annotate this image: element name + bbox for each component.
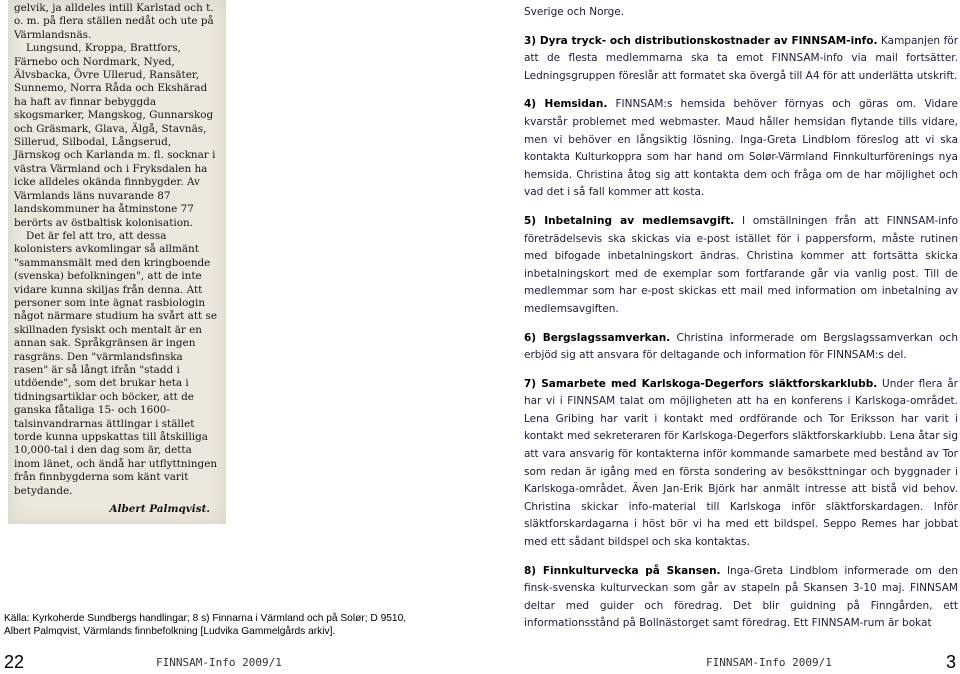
- section-3-text: Kampanjen för att de flesta medlemmarna ska ta emot FINNSAM-info via mail fortsätter. Ledningsgruppen föreslår att formatet ska övergå till A4 för att underlätta utskrift.: [524, 34, 959, 82]
- section-5-title: 5) Inbetalning av medlemsavgift.: [524, 214, 735, 227]
- clipping-paragraph-3: Det är fel att tro, att dessa kolonisters avkomlingar så allmänt "sammansmält med den kringboende (svenska) befolkningen", att de inte vidare kunna skiljas från denna. Att personer som inte ägnat rasbiologin något närmare studium ha svårt att se skillnaden fysiskt och mentalt är en annan sak. Språkgränsen är ingen rasgräns. Den "värmlandsfinska rasen" är så långt ifrån "stadd i utdöende", som det brukar heta i tidningsartiklar och böcker, att de ganska fåtaliga 15- och 1600-talsinvandrarnas ättlingar i stället torde kunna uppskattas till åtskilliga 10,000-tal i den dag som är, detta inom länet, och ändå har utflyttningen från finnbygderna som känt varit betydande.: [14, 229, 218, 497]
- section-8-text: Inga-Greta Lindblom informerade om den finsk-svenska kulturveckan som går av stapeln på Skansen 3-10 maj. FINNSAM deltar med guider och föredrag. Det blir guidning på Finngården, ett informationsstånd på Bollnästorget samt föredrag. Ett FINNSAM-rum är bokat: [524, 564, 958, 630]
- clipping-signature: Albert Palmqvist.: [109, 503, 210, 516]
- section-8-title: 8) Finnkulturvecka på Skansen.: [524, 564, 721, 577]
- section-7: [524, 376, 958, 552]
- section-7-text: Under flera år har vi i FINNSAM talat om möjligheten att ha en konferens i Karlskoga-området. Lena Gribing har varit i kontakt med ordförande och Tor Eriksson har varit i kontakt med sekreteraren för Karlskoga-Degerfors släktforskarklubb. Lena åtar sig att vara ansvarig för kontakterna inför kommande samarbete med bestånd av Tor som redan är igång med en första sondering av besöksttningar och byggnader i Karlskoga-området. Även Jan-Erik Björk har anmält intresse att bistå vid behov. Christina skickar info-material till Karlskoga inför släktforskardagen. Inför släktforskardagarna i höst bör vi ha med ett bildspel. Seppo Remes har jobbat med ett sådant bildspel och ska kontaktas.: [524, 377, 958, 549]
- footer-left: FINNSAM-Info 2009/1: [156, 656, 282, 669]
- section-5: [524, 213, 958, 319]
- right-page-text: [524, 4, 958, 644]
- footer-right: FINNSAM-Info 2009/1: [706, 656, 832, 669]
- section-4-text: FINNSAM:s hemsida behöver förnyas och göras om. Vidare kvarstår problemet med webmaster. Maud håller hemsidan flytande tills vidare, men vi behöver en långsiktig lösning. Inga-Greta Lindblom föreslog att vi ska kontakta Kulturkoppra som har hand om Solør-Värmland Finnkulturförenings nya hemsida. Christina åtog sig att kontakta dem och fråga om de har möjlighet och vad det i så fall kommer att kosta.: [524, 98, 959, 199]
- section-6-title: 6) Bergslagssamverkan.: [524, 331, 671, 344]
- newspaper-clipping: [8, 0, 226, 524]
- page-number-right: 3: [946, 652, 957, 672]
- section-6: [524, 330, 958, 365]
- source-caption: Källa: Kyrkoherde Sundbergs handlingar; 8 s) Finnarna i Värmland och på Solør; D 9510, Albert Palmqvist, Värmlands finnbefolkning [Ludvika Gammelgårds arkiv].: [4, 613, 407, 637]
- left-page: [0, 0, 470, 674]
- clipping-paragraph-1: gelvik, ja alldeles intill Karlstad och t. o. m. på flera ställen nedåt och ute på Värmlandsnäs.: [14, 2, 214, 41]
- section-8: [524, 563, 958, 633]
- section-3-title: 3) Dyra tryck- och distributionskostnader av FINNSAM-info.: [524, 34, 878, 47]
- intro-line: Sverige och Norge.: [524, 6, 625, 18]
- section-4-title: 4) Hemsidan.: [524, 98, 608, 111]
- section-3: [524, 33, 958, 86]
- clipping-paragraph-2: Lungsund, Kroppa, Brattfors, Färnebo och Nordmark, Nyed, Älvsbacka, Övre Ullerud, Ransäter, Sunnemo, Norra Råda och Ekshärad ha haft av finnar bebyggda skogsmarker, Mangskog, Gunnarskog och Gräsmark, Glava, Älgå, Stavnäs, Sillerud, Silbodal, Långserud, Järnskog och Karlanda m. fl. socknar i västra Värmland och i Fryksdalen ha icke alldeles okända finnbygder. Av Värmlands läns nuvarande 87 landskommuner ha åtminstone 77 berörts av östbaltisk kolonisation.: [14, 42, 216, 229]
- section-6-text: Christina informerade om Bergslagssamverkan och erbjöd sig att ansvara för deltagande och information för FINNSAM:s del.: [524, 331, 958, 362]
- section-4: [524, 96, 958, 202]
- section-5-text: I omställningen från att FINNSAM-info företrädelsevis ska skickas via e-post istället för i pappersform, måste rutinen med bifogade inbetalningskort ändras. Christina kommer att fortsätta skicka inbetalningskort med de exemplar som fortfarande går via vanlig post. Till de medlemmar som har e-post skickas ett mail med information om inbetalning av medlemsavgiften.: [524, 214, 958, 315]
- page-number-left: 22: [4, 652, 25, 672]
- section-7-title: 7) Samarbete med Karlskoga-Degerfors släktforskarklubb.: [524, 377, 878, 390]
